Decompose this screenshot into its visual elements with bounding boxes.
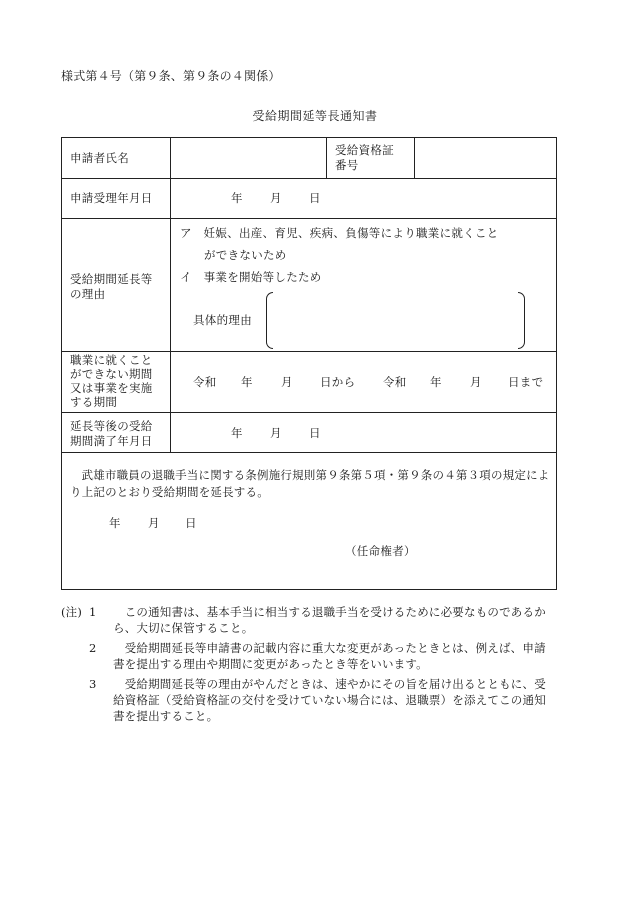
- note-line: 書を提出する理由や期間に変更があったとき等をいいます。: [113, 657, 428, 671]
- issue-date-day: 日: [185, 516, 197, 530]
- row-divider: [62, 178, 556, 179]
- appointer-label: （任命権者）: [345, 544, 416, 558]
- period-end-month: 月: [470, 375, 482, 389]
- issue-date-year: 年: [109, 516, 121, 530]
- expiry-date-year: 年: [231, 426, 243, 440]
- reason-label-line1: 受給期間延長等: [70, 272, 153, 286]
- period-label-line1: 職業に就くこと: [70, 353, 153, 367]
- specific-reason-label: 具体的理由: [193, 313, 252, 327]
- reason-option-a-line1: ア 妊娠、出産、育児、疾病、負傷等により職業に就くこと: [180, 226, 499, 240]
- notice-form-table: [61, 137, 557, 590]
- receipt-date-month: 月: [270, 191, 282, 205]
- period-end-year: 年: [430, 375, 442, 389]
- note-line: この通知書は、基本手当に相当する退職手当を受けるために必要なものであるか: [113, 605, 546, 619]
- qualification-number-label-line2: 番号: [335, 158, 359, 172]
- note-item: [61, 676, 561, 724]
- note-line: ら、大切に保管すること。: [113, 621, 254, 635]
- applicant-name-label: 申請者氏名: [70, 151, 129, 165]
- notes-section: [61, 604, 561, 724]
- expiry-date-month: 月: [270, 426, 282, 440]
- row-divider: [62, 218, 556, 219]
- note-number: 1: [89, 605, 97, 619]
- expiry-date-day: 日: [309, 426, 321, 440]
- label-column-divider: [170, 138, 171, 452]
- notes-prefix: (注): [61, 605, 83, 619]
- receipt-date-day: 日: [309, 191, 321, 205]
- period-end-era: 令和: [383, 375, 407, 389]
- left-bracket: [266, 292, 273, 349]
- period-end-day-until: 日まで: [508, 375, 544, 389]
- note-number: 2: [89, 641, 97, 655]
- period-label-line2: ができない期間: [70, 367, 153, 381]
- period-label-line4: する期間: [70, 395, 118, 409]
- reason-option-i: イ 事業を開始等したため: [180, 270, 322, 284]
- qualification-number-label-line1: 受給資格証: [335, 143, 394, 157]
- period-start-era: 令和: [193, 375, 217, 389]
- note-item: [61, 604, 561, 636]
- right-bracket: [518, 292, 525, 349]
- note-line: 給資格証（受給資格証の交付を受けていない場合には、退職票）を添えてこの通知: [113, 693, 546, 707]
- specific-reason-field[interactable]: [276, 296, 512, 344]
- note-line: 受給期間延長等の理由がやんだときは、速やかにその旨を届け出るとともに、受: [113, 677, 546, 691]
- column-divider: [414, 138, 415, 178]
- receipt-date-year: 年: [231, 191, 243, 205]
- period-start-day-from: 日から: [320, 375, 356, 389]
- row-divider: [62, 351, 556, 352]
- period-label-line3: 又は事業を実施: [70, 381, 153, 395]
- expiry-label-line1: 延長等後の受給: [70, 419, 153, 433]
- reason-label-line2: の理由: [70, 287, 106, 301]
- period-start-year: 年: [241, 375, 253, 389]
- period-start-month: 月: [281, 375, 293, 389]
- note-line: 受給期間延長等申請書の記載内容に重大な変更があったときとは、例えば、申請: [113, 641, 546, 655]
- reason-option-a-line2: ができないため: [204, 248, 287, 262]
- receipt-date-label: 申請受理年月日: [70, 191, 153, 205]
- row-divider: [62, 412, 556, 413]
- extension-statement: 武雄市職員の退職手当に関する条例施行規則第９条第５項・第９条の４第３項の規定により上記のとおり受給期間を延長する。: [70, 468, 550, 499]
- note-item: [61, 640, 561, 672]
- note-number: 3: [89, 677, 97, 691]
- form-code: 様式第４号（第９条、第９条の４関係）: [61, 69, 281, 83]
- issue-date-month: 月: [148, 516, 160, 530]
- expiry-label-line2: 期間満了年月日: [70, 434, 153, 448]
- column-divider: [326, 138, 327, 178]
- row-divider: [62, 452, 556, 453]
- document-title: 受給期間延等長通知書: [252, 109, 378, 123]
- note-line: 書を提出すること。: [113, 709, 219, 723]
